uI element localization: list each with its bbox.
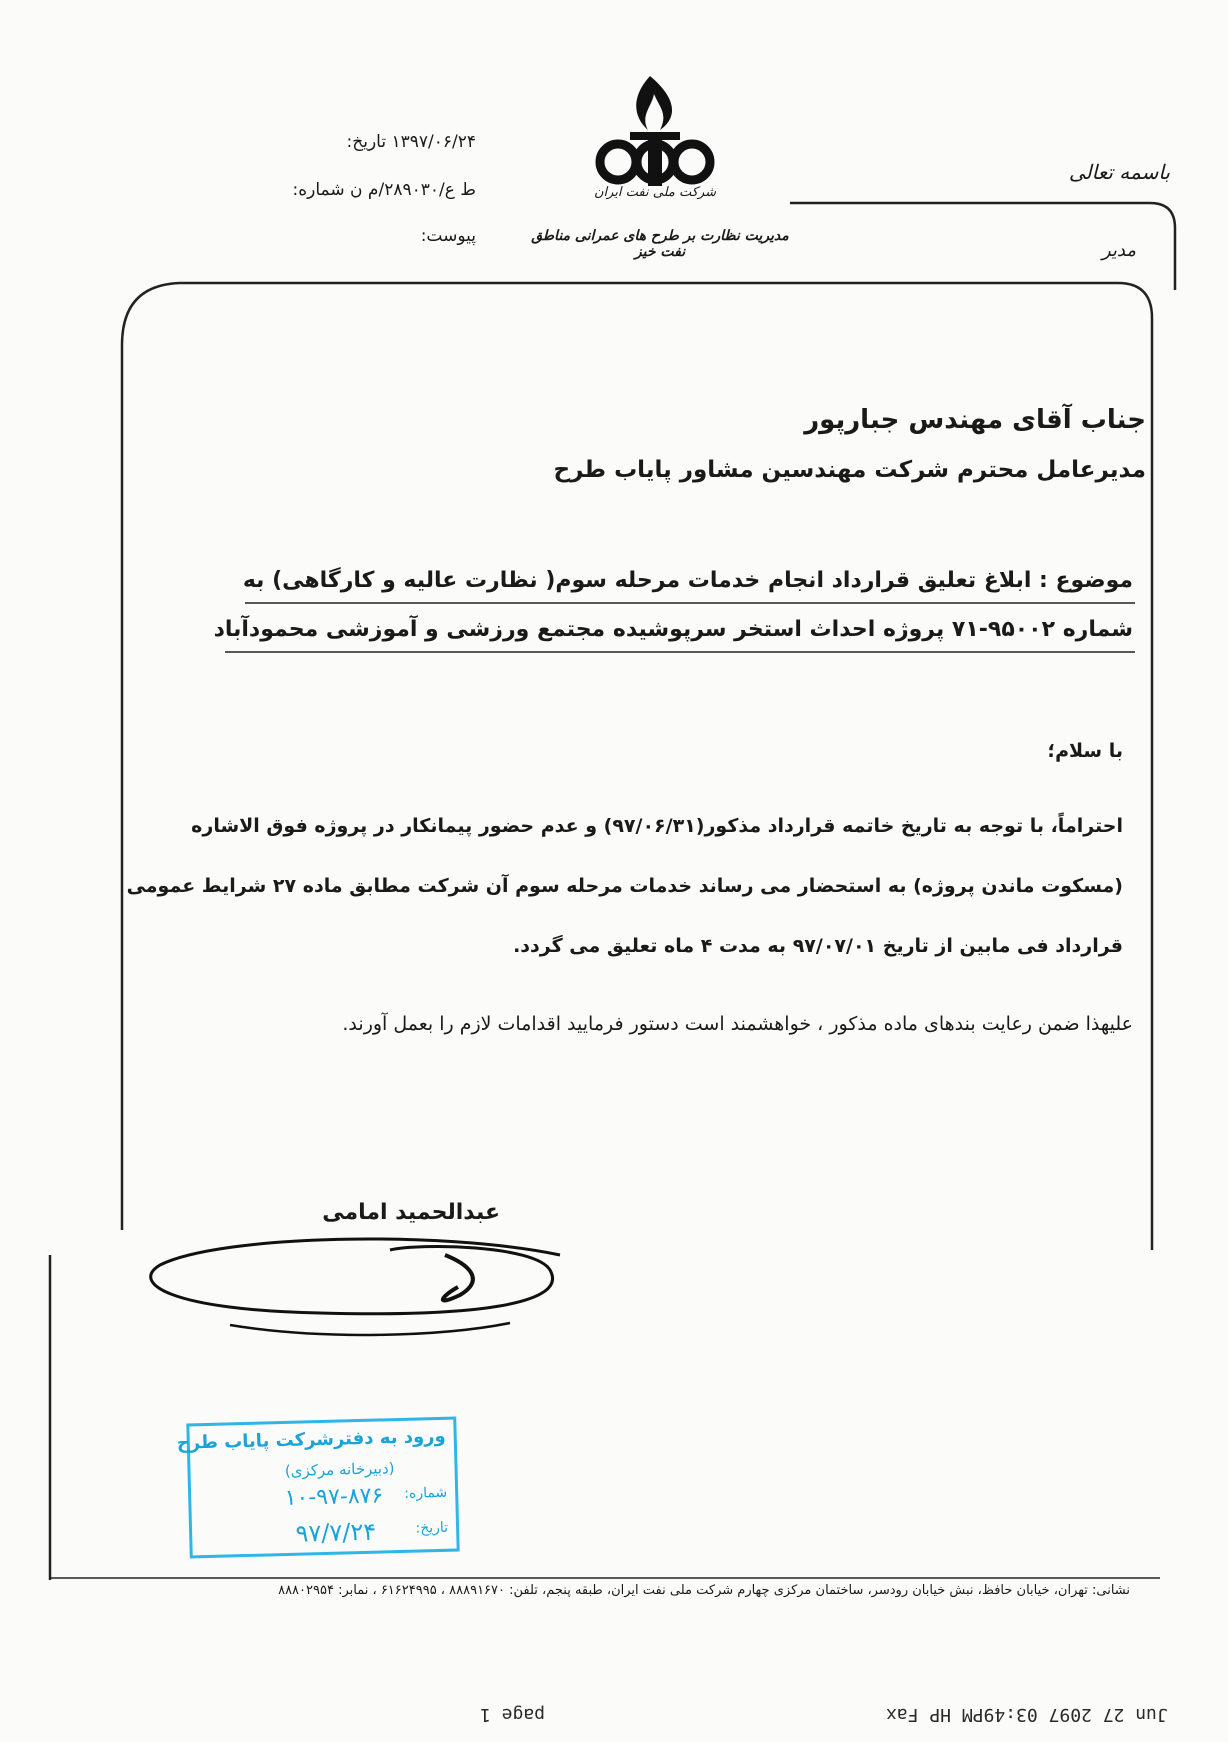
body-line-2: (مسکوت ماندن پروژه) به استحضار می رساند خدمات مرحله سوم آن شرکت مطابق ماده ۲۷ شرایط عمومی — [126, 875, 1123, 897]
attachment-label: پیوست: — [420, 226, 476, 246]
stamp-date-label: تاریخ: — [415, 1519, 449, 1537]
number-label: شماره: — [292, 180, 345, 200]
fax-header-left: Jun 27 2097 03:49PM HP Fax — [886, 1704, 1168, 1725]
footer-address: نشانی: تهران، خیابان حافظ، نبش خیابان رودسر، ساختمان مرکزی چهارم شرکت ملی نفت ایران، طبقه پنجم، تلفن: ۸۸۸۹۱۶۷۰ ، ۶۱۶۲۴۹۹۵ ، نمابر: ۸۸۸۰۲۹۵۴ — [278, 1583, 1130, 1598]
body-line-1: احتراماً، با توجه به تاریخ خاتمه قرارداد مذکور(۹۷/۰۶/۳۱) و عدم حضور پیمانکار در پروژه فوق الاشاره — [191, 815, 1123, 837]
stamp-date-value: ۹۷/۷/۲۴ — [295, 1517, 377, 1548]
number-value: ط ع/۲۸۹۰۳۰/م ن — [350, 180, 476, 200]
stamp-subtitle: (دبیرخانه مرکزی) — [284, 1459, 395, 1480]
subject-line-1: موضوع : ابلاغ تعلیق قرارداد انجام خدمات مرحله سوم( نظارت عالیه و کارگاهی) به — [242, 568, 1133, 593]
date-field — [347, 132, 476, 152]
modir-label: مدیر — [1101, 240, 1136, 261]
company-name: شرکت ملی نفت ایران — [593, 185, 717, 200]
date-value: ۱۳۹۷/۰۶/۲۴ — [391, 132, 476, 152]
received-stamp — [176, 1416, 459, 1558]
stamp-number-value: ۱۰-۹۷-۸۷۶ — [284, 1483, 384, 1512]
stamp-number-label: شماره: — [404, 1484, 448, 1502]
signatory-name: عبدالحمید امامی — [322, 1200, 500, 1225]
recipient-title: مدیرعامل محترم شرکت مهندسین مشاور پایاب طرح — [553, 457, 1146, 483]
greeting-text: باسمه تعالی — [1068, 160, 1170, 184]
recipient-name: جناب آقای مهندس جبارپور — [804, 405, 1146, 435]
fax-header-page: page 1 — [480, 1704, 546, 1725]
date-label: تاریخ: — [346, 132, 387, 152]
department-name: مدیریت نظارت بر طرح های عمرانی مناطق نفت خیز — [531, 228, 789, 260]
body-paragraph-2: علیهذا ضمن رعایت بندهای ماده مذکور ، خواهشمند است دستور فرمایید اقدامات لازم را بعمل آورند. — [342, 1013, 1133, 1035]
salutation: با سلام؛ — [1047, 740, 1123, 762]
body-line-3: قرارداد فی مابین از تاریخ ۹۷/۰۷/۰۱ به مدت ۴ ماه تعلیق می گردد. — [513, 935, 1123, 957]
signature-mark — [140, 1225, 580, 1345]
stamp-title: ورود به دفترشرکت پایاب طرح — [176, 1425, 446, 1454]
number-field — [293, 180, 476, 200]
subject-line-2: شماره ۹۵۰۰۲-۷۱ پروژه احداث استخر سرپوشیده مجتمع ورزشی و آموزشی محمودآباد — [213, 617, 1133, 642]
